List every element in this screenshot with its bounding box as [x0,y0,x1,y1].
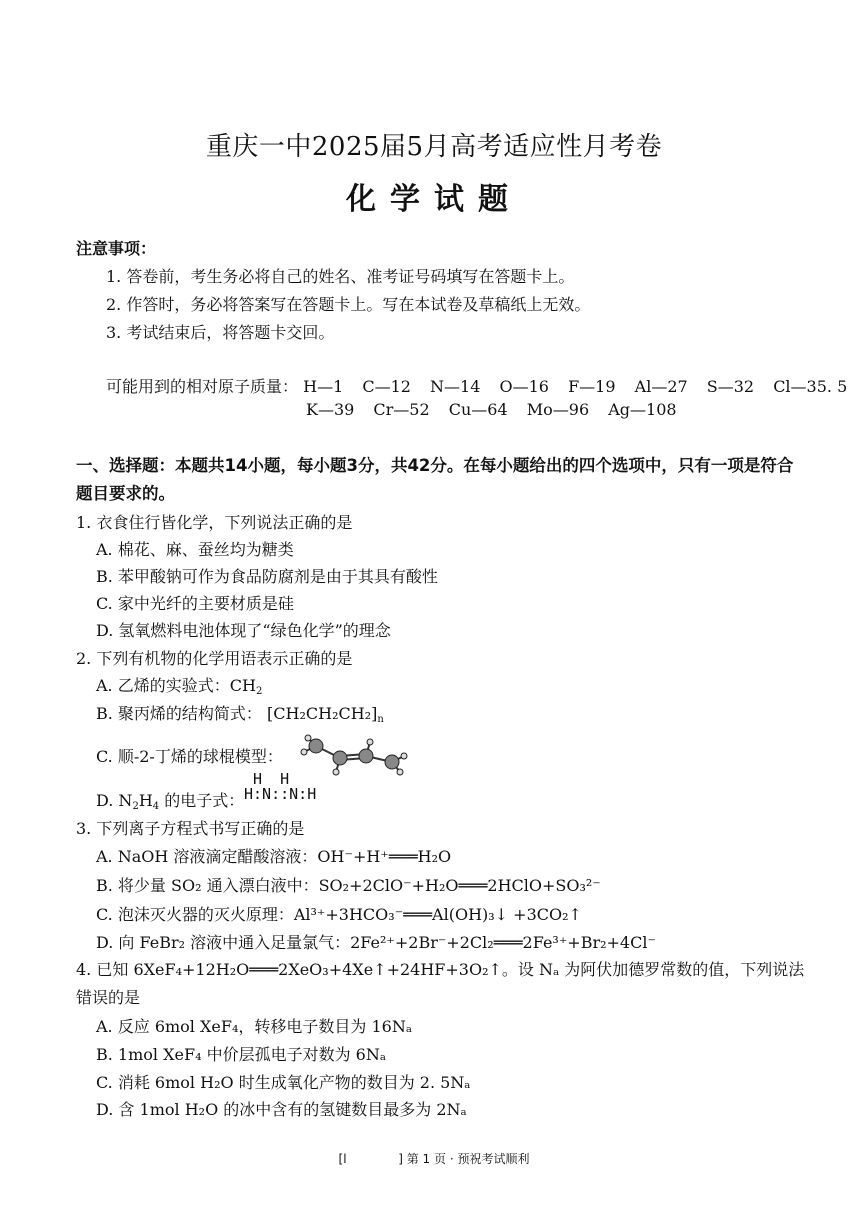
hydrazine-sub-2: 2 [132,801,139,812]
section-1-heading: 一、选择题：本题共14小题，每小题3分，共42分。在每小题给出的四个选项中，只有一项是符合题目要求的。 [76,456,794,503]
atomic-mass-cr: Cr—52 [373,400,430,419]
atomic-mass-cu: Cu—64 [448,400,508,419]
question-1-option-a: A. 棉花、麻、蚕丝均为糖类 [96,540,294,559]
atomic-mass-row-1 [106,374,861,397]
hydrazine-electron-dot-formula [244,772,316,802]
subject-title: 化学试题 [346,182,522,217]
question-4-option-c: C. 消耗 6mol H₂O 时生成氧化产物的数目为 2. 5Nₐ [96,1073,471,1092]
atomic-mass-cl: Cl—35. 5 [773,377,848,396]
question-1-option-d: D. 氢氧燃料电池体现了“绿色化学”的理念 [96,621,391,640]
option-a-label: A. 乙烯的实验式： [96,676,230,695]
electron-formula-label: 的电子式： [159,791,245,810]
question-4-option-b: B. 1mol XeF₄ 中价层孤电子对数为 6Nₐ [96,1045,387,1064]
option-d-label: D. N [96,791,133,810]
question-1-option-b: B. 苯甲酸钠可作为食品防腐剂是由于其具有酸性 [96,567,438,586]
polymer-bracket-left: [ [267,704,274,723]
atomic-mass-mo: Mo—96 [526,400,590,419]
option-c-label: C. 顺-2-丁烯的球棍模型： [96,747,283,766]
atomic-mass-k: K—39 [306,400,355,419]
notice-item-1: 1. 答卷前，考生务必将自己的姓名、准考证号码填写在答题卡上。 [106,267,575,286]
hydrazine-h: H [138,791,153,810]
atomic-mass-f: F—19 [568,377,616,396]
notice-item-2: 2. 作答时，务必将答案写在答题卡上。写在本试卷及草稿纸上无效。 [106,295,591,314]
question-3-option-b: B. 将少量 SO₂ 通入漂白液中：SO₂+2ClO⁻+H₂O═══2HClO+SO₃²⁻ [96,876,601,895]
question-4-option-a: A. 反应 6mol XeF₄，转移电子数目为 16Nₐ [96,1017,412,1036]
atomic-mass-h: H—1 [303,377,344,396]
atomic-mass-ag: Ag—108 [608,400,677,419]
page-footer [0,1150,868,1167]
option-b-label: B. 聚丙烯的结构简式： [96,704,262,723]
question-1-stem: 1. 衣食住行皆化学，下列说法正确的是 [76,513,353,532]
question-3-option-d: D. 向 FeBr₂ 溶液中通入足量氯气：2Fe²⁺+2Br⁻+2Cl₂═══2Fe³⁺+Br₂+4Cl⁻ [96,933,656,952]
atomic-mass-label: 可能用到的相对原子质量： [106,377,299,396]
notice-item-3: 3. 考试结束后，将答题卡交回。 [106,323,335,342]
footer-left-mark: [l [338,1152,347,1166]
question-2-option-a [96,673,262,697]
atomic-mass-s: S—32 [706,377,755,396]
electron-dot-top-row: H H [244,770,290,788]
question-3-option-c: C. 泡沫灭火器的灭火原理：Al³⁺+3HCO₃⁻═══Al(OH)₃↓ +3CO₂↑ [96,905,582,924]
atomic-mass-al: Al—27 [634,377,688,396]
polymer-bracket-right: ] [371,704,378,723]
footer-page-text: 第 1 页 · 预祝考试顺利 [406,1152,530,1166]
polypropylene-formula: CH₂CH₂CH₂ [273,704,372,723]
question-4-stem: 4. 已知 6XeF₄+12H₂O═══2XeO₃+4Xe↑+24HF+3O₂↑。设 Nₐ 为阿伏加德罗常数的值，下列说法错误的是 [76,960,805,1007]
notice-heading: 注意事项： [76,239,157,258]
exam-title: 重庆一中2025届5月高考适应性月考卷 [205,132,663,162]
footer-right-mark: ] [398,1152,403,1166]
question-2-option-b [96,701,384,725]
question-2-option-d [96,788,244,812]
ethylene-formula: CH [229,676,256,695]
question-1-option-c: C. 家中光纤的主要材质是硅 [96,594,294,613]
electron-dot-bottom-row: H:N::N:H [244,785,317,803]
question-3-stem: 3. 下列离子方程式书写正确的是 [76,819,305,838]
atomic-mass-row-2 [306,400,691,419]
hydrazine-sub-4: 4 [152,801,160,812]
atomic-mass-n: N—14 [430,377,481,396]
question-2-option-c [96,744,283,767]
atomic-mass-c: C—12 [362,377,411,396]
question-3-option-a: A. NaOH 溶液滴定醋酸溶液：OH⁻+H⁺═══H₂O [96,847,452,866]
question-2-stem: 2. 下列有机物的化学用语表示正确的是 [76,649,353,668]
ethylene-subscript: 2 [255,686,263,697]
question-4-option-d: D. 含 1mol H₂O 的冰中含有的氢键数目最多为 2Nₐ [96,1100,467,1119]
polymer-n: n [377,714,384,725]
atomic-mass-o: O—16 [499,377,549,396]
